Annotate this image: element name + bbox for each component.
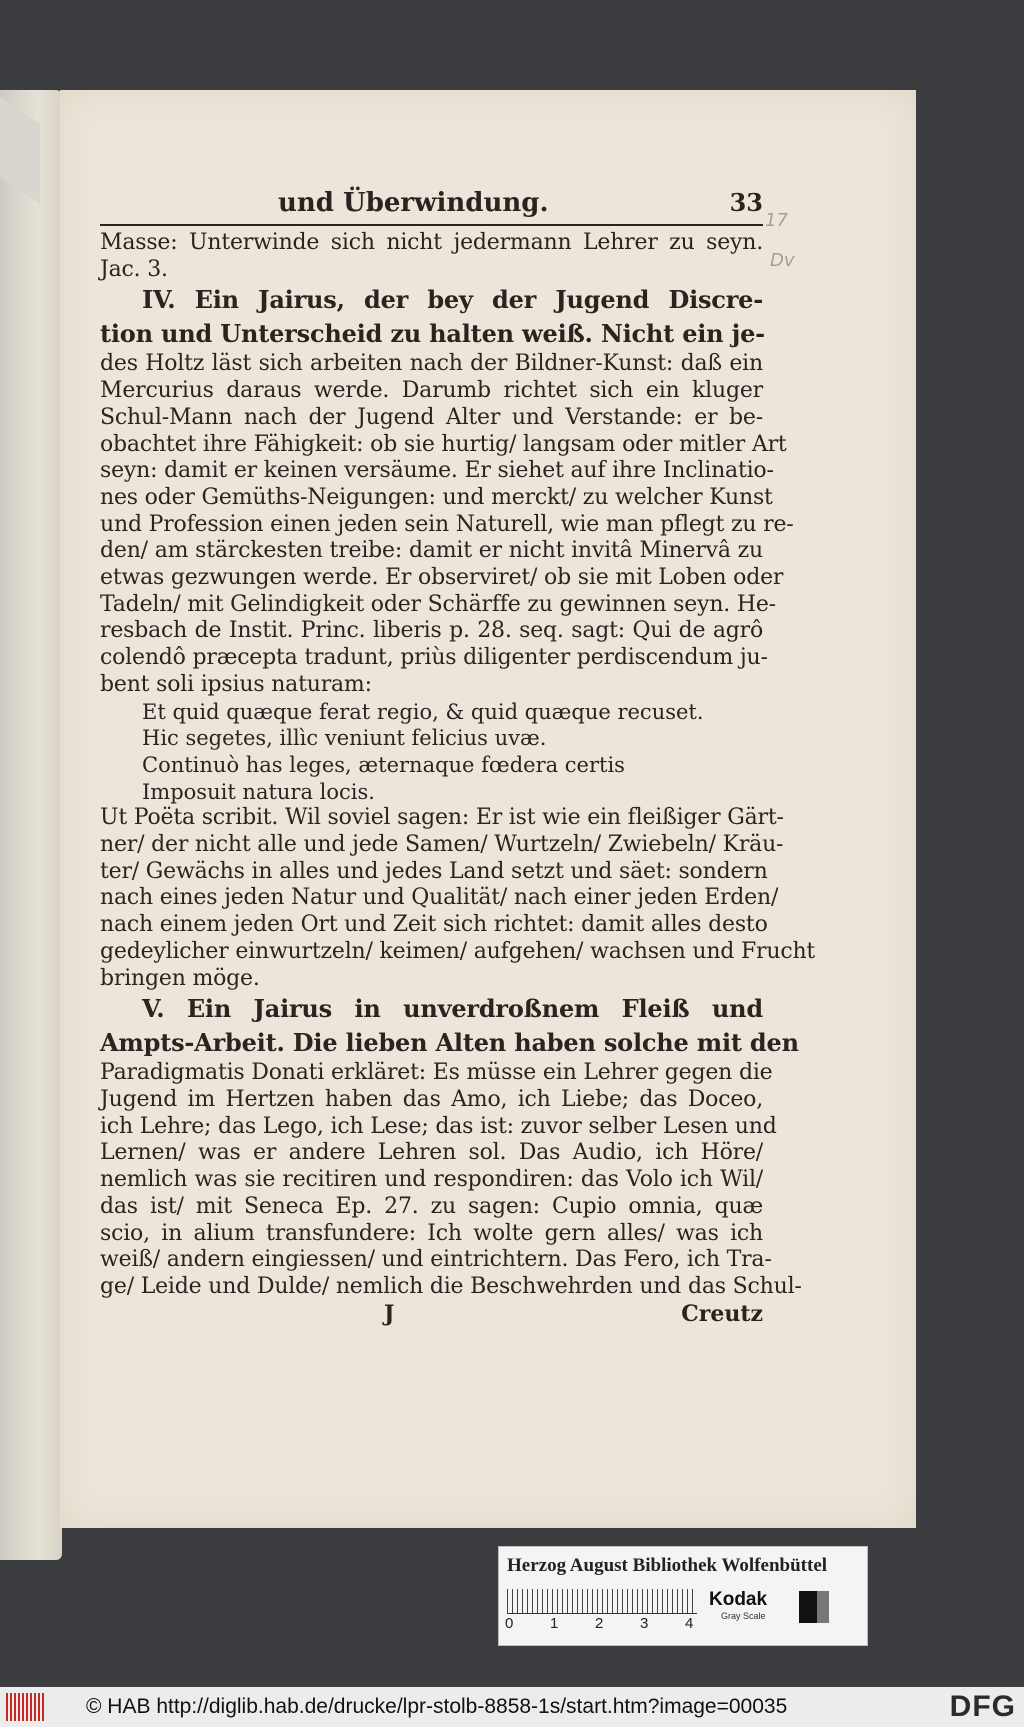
text-line: ter/ Gewächs in alles und jedes Land setzt und säet: sondern	[100, 858, 768, 884]
page-header	[100, 190, 763, 226]
text-line: Jugend im Hertzen haben das Amo, ich Liebe; das Doceo,	[100, 1086, 763, 1112]
text-line: etwas gezwungen werde. Er observiret/ ob sie mit Loben oder	[100, 565, 784, 591]
verse-line: Imposuit natura locis.	[142, 779, 375, 804]
barcode-icon	[6, 1693, 46, 1721]
text-line: ner/ der nicht alle und jede Samen/ Wurtzeln/ Zwiebeln/ Kräu-	[100, 832, 784, 858]
dfg-logo: DFG	[949, 1690, 1016, 1723]
facing-page-corner	[0, 96, 40, 204]
text-line: Ut Poëta scribit. Wil soviel sagen: Er ist wie ein fleißiger Gärt-	[100, 805, 784, 831]
text-line: nach einem jeden Ort und Zeit sich richtet: damit alles desto	[100, 912, 768, 938]
text-line: scio, in alium transfundere: Ich wolte gern alles/ was ich	[100, 1220, 763, 1246]
text-line: Masse: Unterwinde sich nicht jedermann Lehrer zu seyn.	[100, 230, 763, 255]
text-line: ich Lehre; das Lego, ich Lese; das ist: zuvor selber Lesen und	[100, 1113, 777, 1139]
section-heading-v: Ampts-Arbeit. Die lieben Alten haben solche mit den	[100, 1028, 799, 1058]
text-line: Jac. 3.	[100, 256, 168, 282]
kodak-brand: Kodak	[709, 1589, 768, 1610]
text-line: gedeylicher einwurtzeln/ keimen/ aufgehen/ wachsen und Frucht	[100, 938, 816, 964]
pencil-annotation: Dv	[770, 250, 795, 271]
gray-swatch	[799, 1591, 829, 1623]
text-line: und Profession einen jeden sein Naturell, wie man pflegt zu re-	[100, 511, 794, 537]
page-foot	[100, 1301, 763, 1329]
text-line: Lernen/ was er andere Lehren sol. Das Audio, ich Höre/	[100, 1140, 763, 1166]
scale-number: 2	[595, 1615, 604, 1632]
source-url[interactable]: © HAB http://diglib.hab.de/drucke/lpr-stolb-8858-1s/start.htm?image=00035	[86, 1695, 788, 1718]
text-line: weiß/ andern eingiessen/ und eintrichtern. Das Fero, ich Tra-	[100, 1247, 772, 1273]
section-heading-v: V. Ein Jairus in unverdroßnem Fleiß und	[142, 994, 763, 1024]
text-line: nach eines jeden Natur und Qualität/ nach einer jeden Erden/	[100, 885, 779, 911]
text-line: resbach de Instit. Princ. liberis p. 28. seq. sagt: Qui de agrô	[100, 618, 763, 644]
text-line: Mercurius daraus werde. Darumb richtet sich ein kluger	[100, 378, 763, 404]
scale-number: 0	[505, 1615, 514, 1632]
text-line: nes oder Gemüths-Neigungen: und merckt/ zu welcher Kunst	[100, 484, 773, 510]
text-line: nemlich was sie recitiren und respondiren: das Volo ich Wil/	[100, 1167, 763, 1193]
measurement-scale	[507, 1589, 697, 1614]
verse-line: Continuò has leges, æternaque fœdera certis	[142, 752, 625, 777]
text-line: seyn: damit er keinen versäume. Er siehet auf ihre Inclinatio-	[100, 458, 774, 484]
text-line: ge/ Leide und Dulde/ nemlich die Beschwehrden und das Schul-	[100, 1273, 802, 1299]
book-page	[60, 90, 916, 1528]
text-line: colendô præcepta tradunt, priùs diligenter perdiscendum ju-	[100, 645, 768, 671]
page-number: 33	[729, 188, 763, 217]
text-line: Tadeln/ mit Gelindigkeit oder Schärffe zu gewinnen seyn. He-	[100, 591, 776, 617]
text-line: Paradigmatis Donati erkläret: Es müsse ein Lehrer gegen die	[100, 1060, 773, 1086]
library-color-card	[498, 1546, 868, 1646]
text-line: das ist/ mit Seneca Ep. 27. zu sagen: Cupio omnia, quæ	[100, 1193, 763, 1219]
facing-page-edge	[0, 90, 62, 1560]
text-line: des Holtz läst sich arbeiten nach der Bildner-Kunst: daß ein	[100, 351, 763, 377]
scale-number: 1	[550, 1615, 559, 1632]
scale-number: 4	[685, 1615, 694, 1632]
text-line: obachtet ihre Fähigkeit: ob sie hurtig/ langsam oder mitler Art	[100, 431, 787, 457]
text-line: bent soli ipsius naturam:	[100, 671, 372, 697]
section-heading-iv: tion und Unterscheid zu halten weiß. Nicht ein je-	[100, 319, 765, 349]
library-name: Herzog August Bibliothek Wolfenbüttel	[507, 1555, 828, 1576]
body-text	[100, 230, 816, 1329]
text-line: bringen möge.	[100, 965, 260, 991]
catchword: Creutz	[681, 1300, 763, 1327]
text-line: den/ am stärckesten treibe: damit er nicht invitâ Minervâ zu	[100, 538, 763, 564]
pencil-annotation: 17	[765, 210, 788, 231]
verse-line: Hic segetes, illìc veniunt felicius uvæ.	[142, 726, 547, 751]
verse-line: Et quid quæque ferat regio, & quid quæque recuset.	[142, 699, 704, 724]
gray-scale-label: Gray Scale	[721, 1611, 766, 1621]
viewer-footer	[0, 1687, 1024, 1727]
running-head: und Überwindung.	[278, 188, 549, 218]
section-heading-iv: IV. Ein Jairus, der bey der Jugend Discre-	[142, 285, 763, 315]
scale-number: 3	[640, 1615, 649, 1632]
signature-mark: J	[384, 1300, 395, 1327]
text-line: Schul-Mann nach der Jugend Alter und Verstande: er be-	[100, 404, 763, 430]
